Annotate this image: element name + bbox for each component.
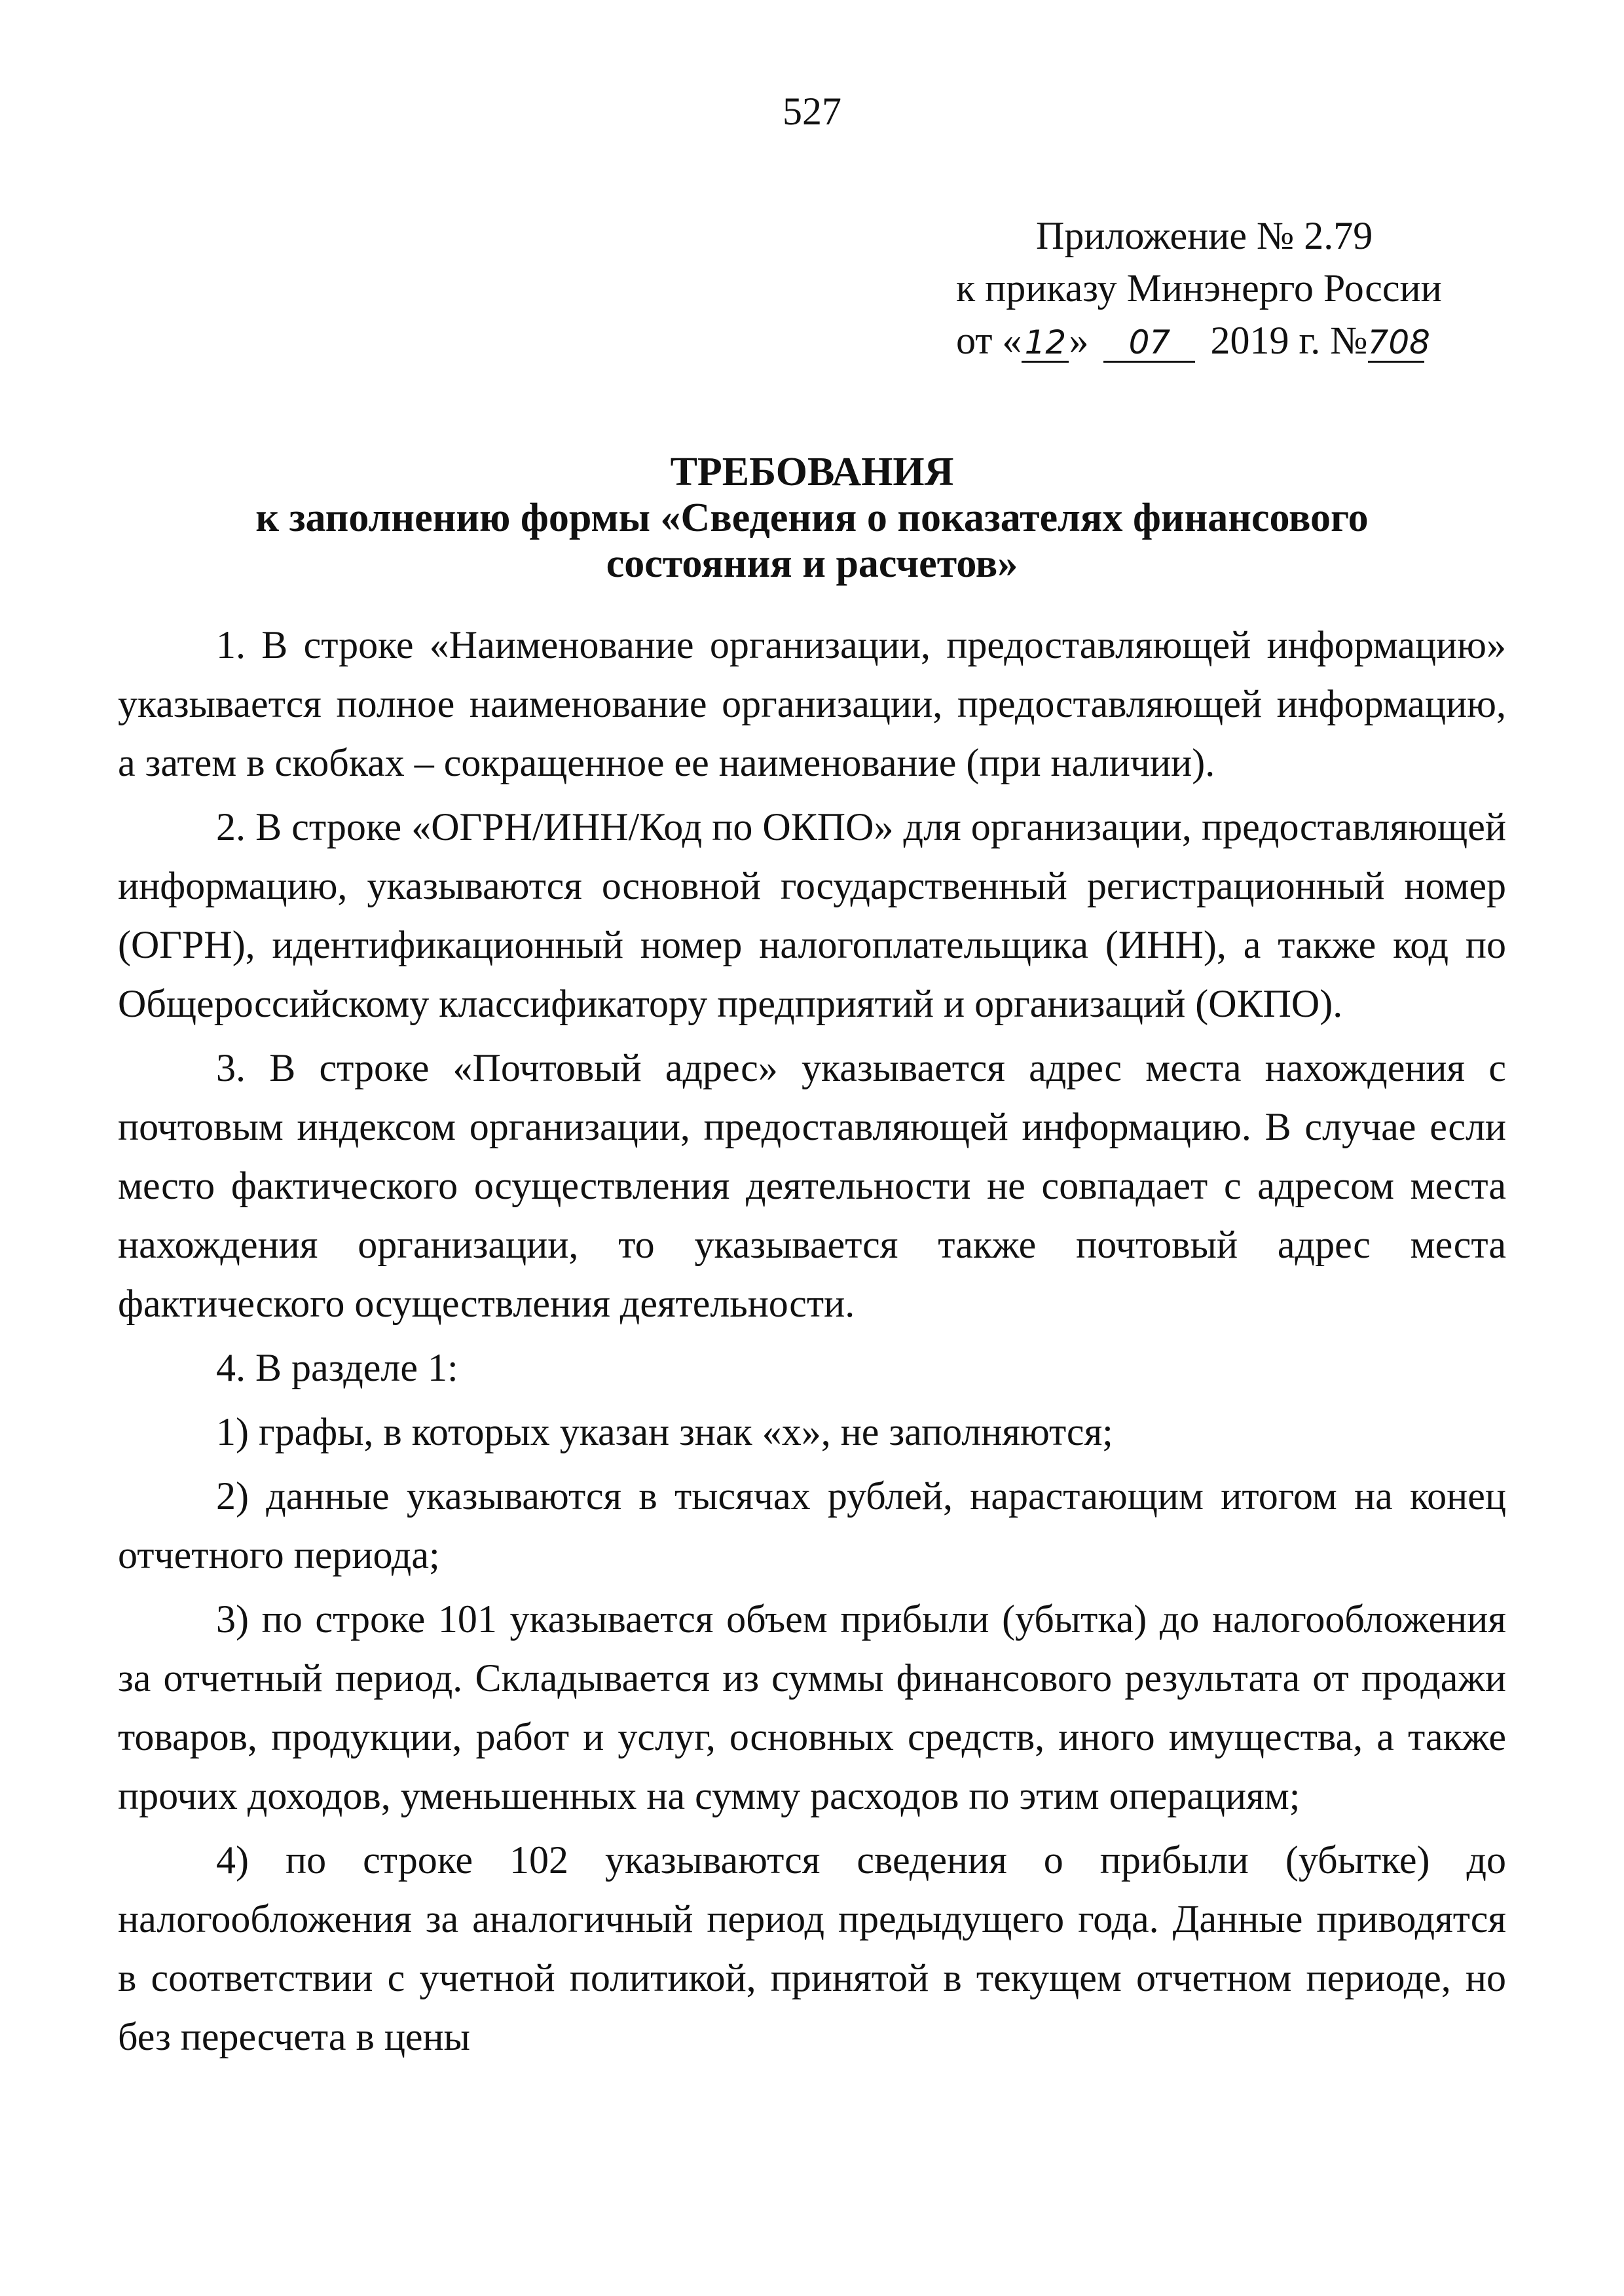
appendix-date-line bbox=[956, 319, 1430, 363]
document-body bbox=[118, 615, 1506, 2066]
handwritten-month: 07 bbox=[1103, 324, 1195, 363]
date-prefix: от « bbox=[956, 319, 1022, 362]
list-item-3: 3) по строке 101 указывается объем прибыли (убытка) до налогообложения за отчетный период. Складывается из суммы финансового результата от продажи товаров, продукции, работ и услуг, основных средств, иного имущества, а также прочих доходов, уменьшенных на сумму расходов по этим операциям; bbox=[118, 1597, 1506, 1817]
list-item-4: 4) по строке 102 указываются сведения о прибыли (убытке) до налогообложения за аналогичный период предыдущего года. Данные приводятся в соответствии с учетной политикой, принятой в текущем отчетном периоде, но без пересчета в цены bbox=[118, 1838, 1506, 2058]
document-subtitle-line1: к заполнению формы «Сведения о показателях финансового bbox=[255, 496, 1369, 540]
list-item-2: 2) данные указываются в тысячах рублей, нарастающим итогом на конец отчетного периода; bbox=[118, 1474, 1506, 1576]
paragraph-3: 3. В строке «Почтовый адрес» указывается адрес места нахождения с почтовым индексом организации, предоставляющей информацию. В случае если место фактического осуществления деятельности не совпадает с адресом места нахождения организации, то указывается также почтовый адрес места фактического осуществления деятельности. bbox=[118, 1046, 1506, 1325]
paragraph-2: 2. В строке «ОГРН/ИНН/Код по ОКПО» для организации, предоставляющей информацию, указываются основной государственный регистрационный номер (ОГРН), идентификационный номер налогоплательщика (ИНН), а также код по Общероссийскому классификатору предприятий и организаций (ОКПО). bbox=[118, 805, 1506, 1025]
year-label: 2019 г. № bbox=[1210, 319, 1368, 362]
appendix-title: Приложение № 2.79 bbox=[1036, 214, 1373, 257]
list-item-1: 1) графы, в которых указан знак «х», не заполняются; bbox=[216, 1410, 1113, 1453]
page-number: 527 bbox=[783, 90, 841, 133]
appendix-order: к приказу Минэнерго России bbox=[956, 266, 1442, 310]
paragraph-1: 1. В строке «Наименование организации, предоставляющей информацию» указывается полное наименование организации, предоставляющей информацию, а затем в скобках – сокращенное ее наименование (при наличии). bbox=[118, 623, 1506, 784]
handwritten-order-number: 708 bbox=[1367, 323, 1430, 361]
paragraph-4: 4. В разделе 1: bbox=[216, 1346, 458, 1389]
document-title: ТРЕБОВАНИЯ bbox=[670, 450, 954, 494]
date-mid: » bbox=[1069, 319, 1089, 362]
document-subtitle-line2: состояния и расчетов» bbox=[606, 541, 1018, 586]
handwritten-day: 12 bbox=[1022, 324, 1069, 363]
